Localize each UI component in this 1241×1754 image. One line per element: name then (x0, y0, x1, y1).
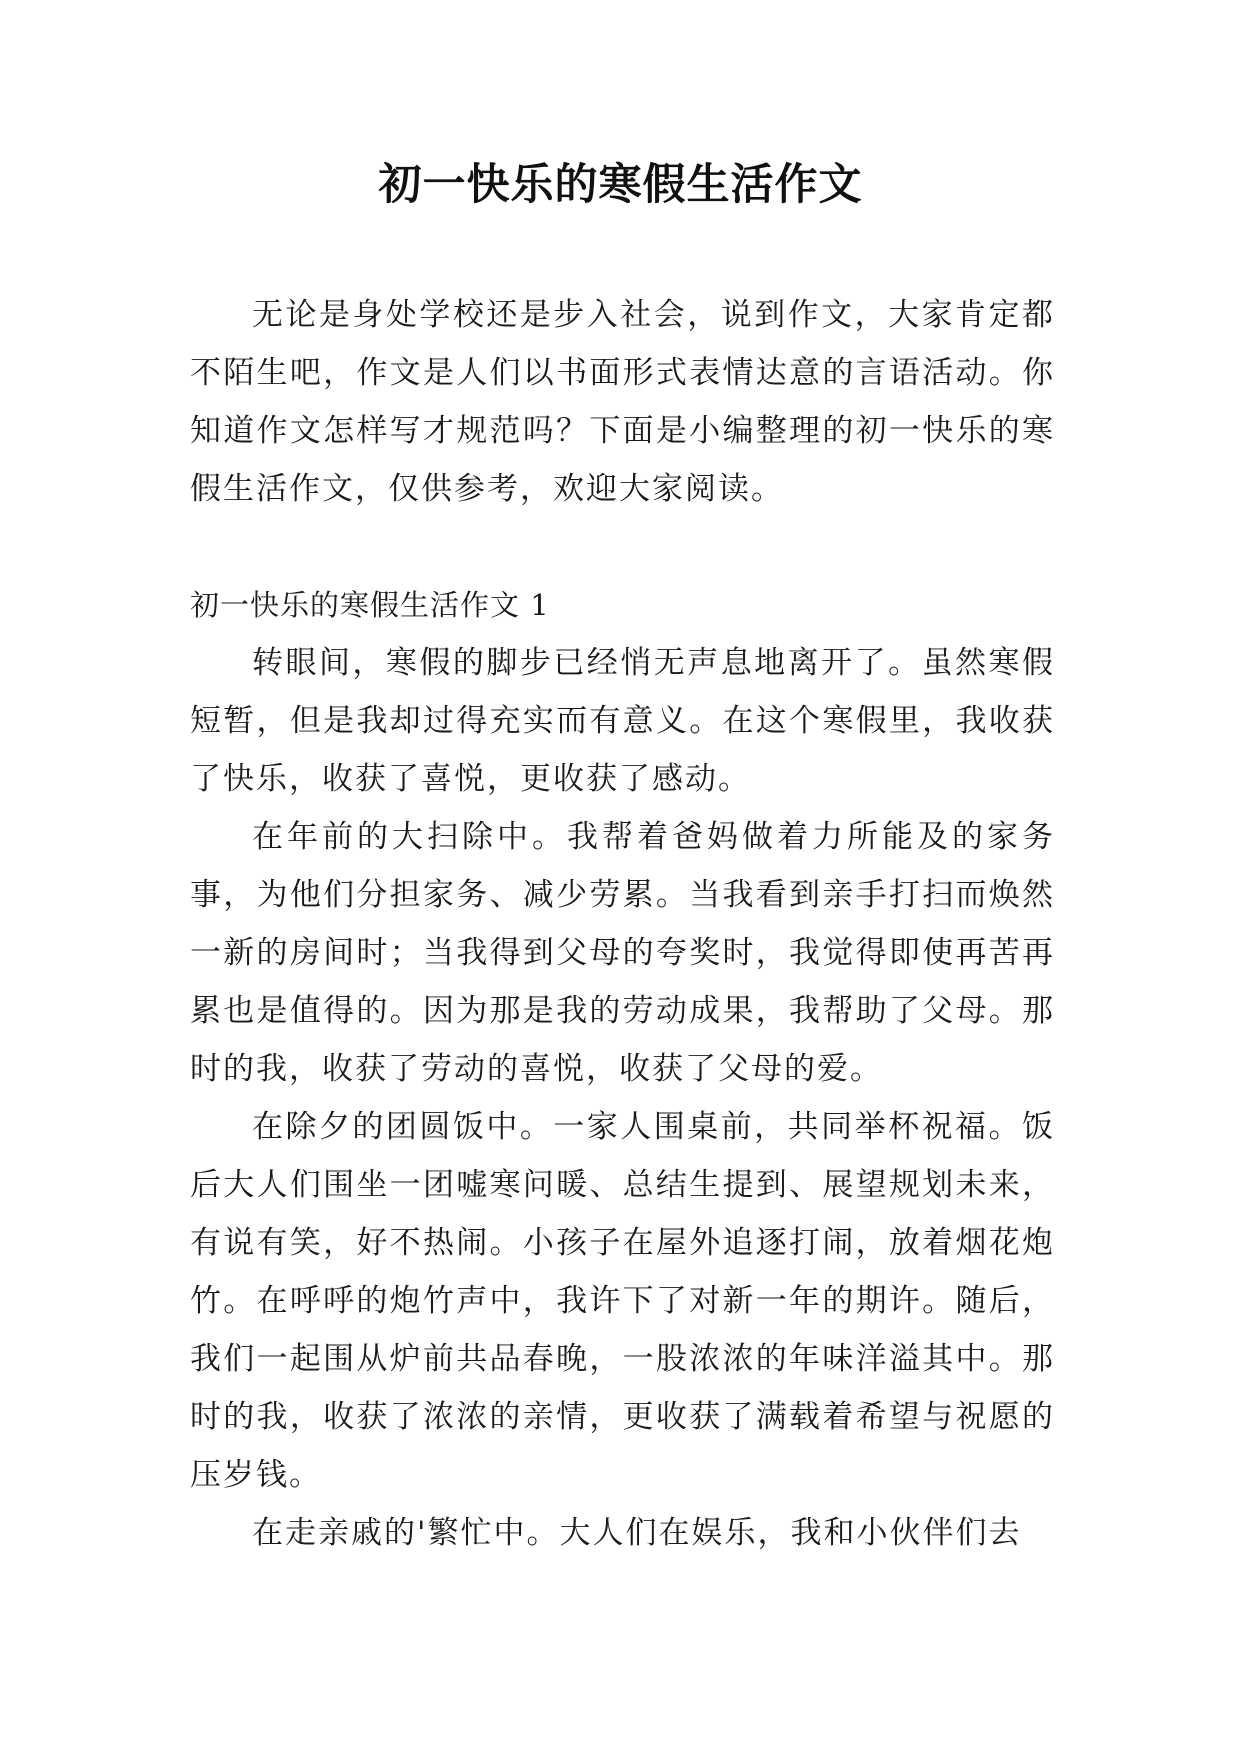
document-title: 初一快乐的寒假生活作文 (378, 160, 863, 210)
body-paragraph-1: 转眼间，寒假的脚步已经悄无声息地离开了。虽然寒假短暂，但是我却过得充实而有意义。在这个寒假里，我收获了快乐，收获了喜悦，更收获了感动。 (190, 645, 1055, 797)
document-body (190, 286, 1055, 1562)
section-heading: 初一快乐的寒假生活作文 1 (190, 588, 550, 622)
intro-paragraph: 无论是身处学校还是步入社会，说到作文，大家肯定都不陌生吧，作文是人们以书面形式表情达意的言语活动。你知道作文怎样写才规范吗？下面是小编整理的初一快乐的寒假生活作文，仅供参考，欢迎大家阅读。 (190, 297, 1055, 507)
body-paragraph-3: 在除夕的团圆饭中。一家人围桌前，共同举杯祝福。饭后大人们围坐一团嘘寒问暖、总结生提到、展望规划未来，有说有笑，好不热闹。小孩子在屋外追逐打闹，放着烟花炮竹。在呼呼的炮竹声中，我许下了对新一年的期许。随后，我们一起围从炉前共品春晚，一股浓浓的年味洋溢其中。那时的我，收获了浓浓的亲情，更收获了满载着希望与祝愿的压岁钱。 (190, 1109, 1055, 1493)
body-paragraph-2: 在年前的大扫除中。我帮着爸妈做着力所能及的家务事，为他们分担家务、减少劳累。当我看到亲手打扫而焕然一新的房间时；当我得到父母的夸奖时，我觉得即使再苦再累也是值得的。因为那是我的劳动成果，我帮助了父母。那时的我，收获了劳动的喜悦，收获了父母的爱。 (190, 819, 1055, 1087)
body-paragraph-4: 在走亲戚的'繁忙中。大人们在娱乐，我和小伙伴们去 (252, 1515, 1022, 1551)
